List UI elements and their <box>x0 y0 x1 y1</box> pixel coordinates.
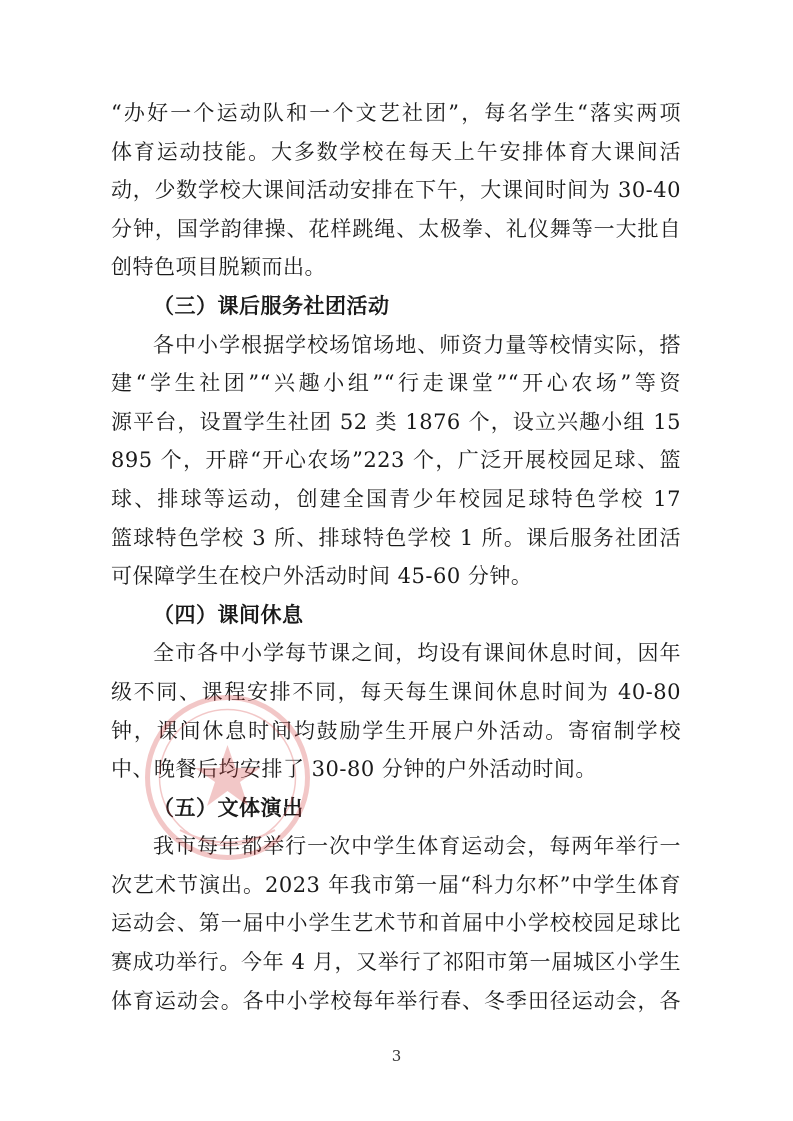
paragraph-line: 赛成功举行。今年 4 月，又举行了祁阳市第一届城区小学生 <box>111 950 681 975</box>
section-heading-3: （三）课后服务社团活动 <box>153 292 390 318</box>
paragraph-line: 创特色项目脱颖而出。 <box>111 255 326 280</box>
paragraph-line: 次艺术节演出。2023 年我市第一届“科力尔杯”中学生体育 <box>111 872 681 897</box>
paragraph-line: 运动会、第一届中小学生艺术节和首届中小学校校园足球比 <box>111 911 681 936</box>
paragraph-line: 全市各中小学每节课之间，均设有课间休息时间，因年 <box>153 641 681 666</box>
section-heading-4: （四）课间休息 <box>153 601 304 627</box>
paragraph-line: 建“学生社团”“兴趣小组”“行走课堂”“开心农场”等资 <box>111 371 681 396</box>
paragraph-line: 级不同、课程安排不同，每天每生课间休息时间为 40-80 <box>111 679 681 704</box>
paragraph-line: 我市每年都举行一次中学生体育运动会，每两年举行一 <box>153 834 681 859</box>
paragraph-line: 源平台，设置学生社团 52 类 1876 个，设立兴趣小组 15 <box>111 409 681 434</box>
paragraph-line: 各中小学根据学校场馆场地、师资力量等校情实际，搭 <box>153 332 681 357</box>
page-number: 3 <box>391 1047 402 1065</box>
paragraph-line: “办好一个运动队和一个文艺社团”，每名学生“落实两项 <box>111 101 681 125</box>
paragraph-line: 分钟，国学韵律操、花样跳绳、太极拳、礼仪舞等一大批自 <box>111 216 681 241</box>
paragraph-line: 钟，课间休息时间均鼓励学生开展户外活动。寄宿制学校 <box>111 718 681 743</box>
paragraph-line: 895 个，开辟“开心农场”223 个，广泛开展校园足球、篮 <box>111 448 681 473</box>
section-heading-5: （五）文体演出 <box>153 794 304 820</box>
paragraph-line: 篮球特色学校 3 所、排球特色学校 1 所。课后服务社团活 <box>111 525 681 550</box>
paragraph-line: 中、晚餐后均安排了 30-80 分钟的户外活动时间。 <box>111 757 597 782</box>
paragraph-line: 体育运动技能。大多数学校在每天上午安排体育大课间活 <box>111 139 681 164</box>
document-body <box>111 94 681 1020</box>
paragraph-line: 动，少数学校大课间活动安排在下午，大课间时间为 30-40 <box>111 178 681 203</box>
paragraph-line: 球、排球等运动，创建全国青少年校园足球特色学校 17 <box>111 486 681 511</box>
paragraph-line: 可保障学生在校户外活动时间 45-60 分钟。 <box>111 564 533 589</box>
paragraph-line: 体育运动会。各中小学校每年举行春、冬季田径运动会，各 <box>111 988 681 1013</box>
